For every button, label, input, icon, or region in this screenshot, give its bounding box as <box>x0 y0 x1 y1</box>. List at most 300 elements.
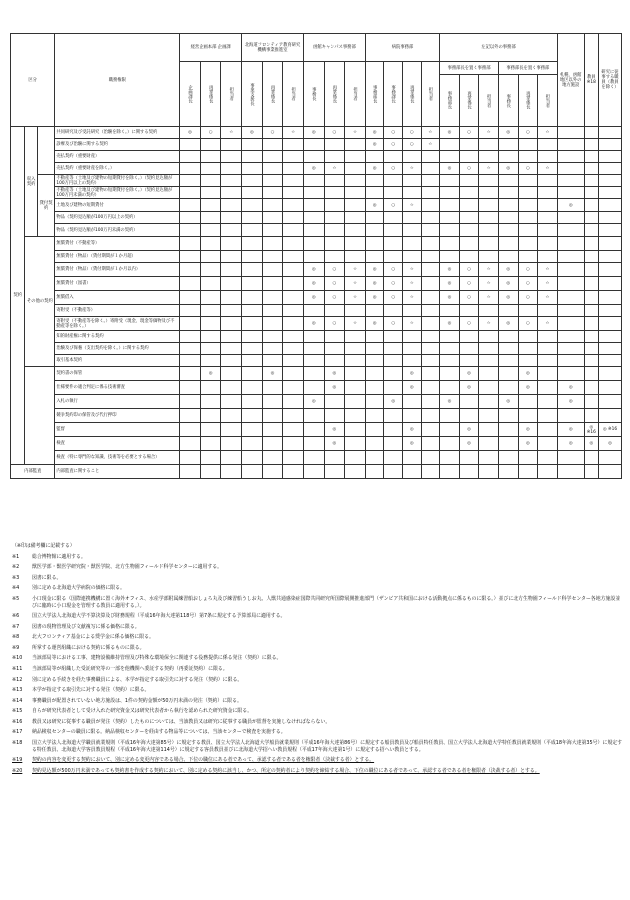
authority-mark <box>584 199 598 212</box>
authority-mark <box>479 199 499 212</box>
authority-mark: ☆ <box>402 199 421 212</box>
header-role: 担当者 <box>283 62 304 127</box>
note-item <box>10 729 622 736</box>
note-number: ※6 <box>12 613 20 620</box>
authority-mark <box>283 355 304 367</box>
authority-mark: ○ <box>518 277 538 291</box>
authority-mark <box>440 237 460 251</box>
authority-mark <box>242 409 263 423</box>
authority-mark <box>200 343 221 355</box>
authority-mark <box>365 305 384 317</box>
authority-mark <box>221 331 242 343</box>
authority-mark <box>221 263 242 277</box>
authority-mark <box>345 212 366 224</box>
authority-mark <box>518 224 538 237</box>
authority-mark <box>584 331 598 343</box>
authority-mark <box>584 139 598 151</box>
authority-mark <box>283 139 304 151</box>
row-label: 物品（契約見込額が100万円未満の契約） <box>55 224 180 237</box>
authority-mark <box>200 277 221 291</box>
authority-mark: ◎ <box>584 437 598 451</box>
authority-mark: ○ <box>384 291 403 305</box>
authority-mark <box>538 381 558 395</box>
authority-mark <box>324 237 345 251</box>
authority-mark <box>200 409 221 423</box>
authority-mark <box>180 367 201 381</box>
authority-mark <box>402 237 421 251</box>
authority-mark <box>557 163 584 175</box>
authority-mark: ○ <box>324 127 345 139</box>
authority-mark: ○ <box>384 263 403 277</box>
authority-mark: ☆ <box>479 263 499 277</box>
authority-mark <box>262 381 283 395</box>
authority-mark <box>498 331 518 343</box>
authority-mark <box>584 212 598 224</box>
authority-mark <box>303 423 324 437</box>
authority-mark: ☆ <box>538 317 558 331</box>
authority-mark <box>538 355 558 367</box>
authority-mark <box>303 224 324 237</box>
authority-mark <box>221 224 242 237</box>
authority-mark <box>283 251 304 263</box>
authority-mark <box>584 251 598 263</box>
table-row <box>11 139 622 151</box>
authority-mark <box>283 263 304 277</box>
authority-mark <box>421 423 440 437</box>
authority-mark <box>459 465 479 479</box>
notes-section <box>10 543 622 778</box>
authority-mark <box>498 343 518 355</box>
authority-mark <box>221 163 242 175</box>
header-role: 事務長 <box>303 62 324 127</box>
authority-mark <box>459 409 479 423</box>
note-text: 契約見込額が500万円未満であっても契約書を作成する契約において、別に定める契約に該当し、かつ、所定の契約者により契約を締結する場合、下位の職位にある者であって、承認する者である者を権限者（決裁する者）とする。 <box>32 767 540 774</box>
authority-mark <box>599 199 622 212</box>
authority-mark <box>365 451 384 465</box>
authority-mark <box>303 451 324 465</box>
authority-mark <box>538 465 558 479</box>
table-row <box>11 127 622 139</box>
authority-mark <box>459 139 479 151</box>
authority-mark <box>242 305 263 317</box>
authority-mark <box>584 317 598 331</box>
authority-mark <box>557 343 584 355</box>
row-label: 取引基本契約 <box>55 355 180 367</box>
authority-mark: ☆ <box>538 163 558 175</box>
table-row <box>11 251 622 263</box>
authority-mark <box>365 175 384 187</box>
authority-mark <box>345 367 366 381</box>
authority-mark <box>221 277 242 291</box>
header-group: 経営企画本部 企画課 <box>180 34 242 62</box>
authority-mark <box>345 187 366 199</box>
authority-mark <box>303 465 324 479</box>
authority-mark <box>459 187 479 199</box>
authority-mark <box>421 437 440 451</box>
authority-mark <box>498 451 518 465</box>
row-label: 仕様要件の適合判定に係る技術審査 <box>55 381 180 395</box>
authority-mark: ○ <box>324 263 345 277</box>
authority-mark <box>303 343 324 355</box>
authority-mark: ○ <box>384 317 403 331</box>
authority-mark: ◎ <box>459 423 479 437</box>
authority-mark <box>180 139 201 151</box>
authority-mark <box>557 237 584 251</box>
authority-mark <box>440 187 460 199</box>
authority-mark <box>421 224 440 237</box>
table-row <box>11 355 622 367</box>
header-role: 再掌係長 <box>518 75 538 127</box>
authority-mark <box>365 423 384 437</box>
authority-mark: ◎ <box>324 437 345 451</box>
authority-mark <box>221 465 242 479</box>
authority-mark <box>599 263 622 277</box>
header-kubun: 区分 <box>11 34 55 127</box>
authority-mark <box>200 251 221 263</box>
note-number: ※19 <box>12 757 23 764</box>
authority-mark <box>384 212 403 224</box>
authority-mark: ○ <box>384 163 403 175</box>
authority-mark <box>440 355 460 367</box>
authority-mark <box>421 395 440 409</box>
note-number: ※14 <box>12 697 23 704</box>
authority-mark: ☆ <box>345 291 366 305</box>
authority-mark <box>283 291 304 305</box>
authority-table <box>10 33 622 479</box>
authority-mark <box>498 151 518 163</box>
header-group: 病院事務部 <box>365 34 439 62</box>
authority-mark: ☆ <box>283 127 304 139</box>
authority-mark <box>402 187 421 199</box>
authority-mark <box>479 437 499 451</box>
authority-mark <box>599 212 622 224</box>
authority-mark: ◎ <box>599 437 622 451</box>
authority-mark <box>421 277 440 291</box>
authority-mark <box>402 465 421 479</box>
note-item <box>10 634 622 641</box>
authority-mark <box>518 187 538 199</box>
authority-mark <box>242 451 263 465</box>
authority-mark <box>518 175 538 187</box>
authority-mark: ◎ <box>200 367 221 381</box>
authority-mark <box>498 437 518 451</box>
authority-mark <box>242 355 263 367</box>
note-number: ※7 <box>12 623 20 630</box>
authority-mark <box>262 187 283 199</box>
authority-mark <box>221 175 242 187</box>
authority-mark <box>421 163 440 175</box>
authority-mark: ○ <box>459 317 479 331</box>
authority-mark <box>459 212 479 224</box>
authority-mark <box>479 251 499 263</box>
authority-mark <box>584 291 598 305</box>
table-row <box>11 199 622 212</box>
authority-mark <box>538 151 558 163</box>
authority-mark: ○ <box>459 277 479 291</box>
header-group: 函館キャンパス事務部 <box>303 34 365 62</box>
authority-mark <box>283 465 304 479</box>
authority-mark <box>479 355 499 367</box>
authority-mark: ☆ <box>421 127 440 139</box>
authority-mark <box>421 367 440 381</box>
header-group: 左記以外の事務部 <box>440 34 558 62</box>
authority-mark <box>557 175 584 187</box>
header-role: 担当者 <box>538 75 558 127</box>
authority-mark <box>584 395 598 409</box>
authority-mark <box>384 451 403 465</box>
authority-mark <box>584 224 598 237</box>
authority-mark <box>242 199 263 212</box>
notes-heading: （※印は備考欄に記載する） <box>12 543 75 549</box>
authority-mark <box>584 187 598 199</box>
blank-cell <box>25 367 55 465</box>
authority-mark: ◎ <box>440 317 460 331</box>
authority-mark <box>365 237 384 251</box>
authority-mark <box>303 151 324 163</box>
authority-mark <box>242 139 263 151</box>
authority-mark <box>180 251 201 263</box>
table-row <box>11 395 622 409</box>
authority-mark: ◎ <box>402 367 421 381</box>
authority-mark: ◎ <box>242 127 263 139</box>
authority-mark: ☆ <box>402 263 421 277</box>
authority-mark <box>557 127 584 139</box>
authority-mark <box>384 224 403 237</box>
note-item <box>10 585 622 592</box>
authority-mark: ◎ <box>303 395 324 409</box>
row-label: 物品（契約見込額が100万円以上の契約） <box>55 212 180 224</box>
table-row <box>11 343 622 355</box>
authority-mark: ◎ <box>459 367 479 381</box>
authority-mark <box>221 381 242 395</box>
authority-mark <box>200 305 221 317</box>
authority-mark <box>498 409 518 423</box>
authority-mark <box>384 331 403 343</box>
authority-mark <box>303 187 324 199</box>
authority-mark <box>557 224 584 237</box>
authority-mark <box>283 163 304 175</box>
row-label: 知的財産権に関する契約 <box>55 331 180 343</box>
authority-mark <box>262 163 283 175</box>
authority-mark <box>584 451 598 465</box>
authority-mark <box>303 212 324 224</box>
note-number: ※4 <box>12 585 20 592</box>
header-group: 研究に従事する職員（教員を除く） <box>599 34 622 127</box>
authority-mark <box>221 317 242 331</box>
authority-mark <box>324 187 345 199</box>
authority-mark <box>262 317 283 331</box>
authority-mark <box>584 381 598 395</box>
authority-mark: ○ <box>324 291 345 305</box>
authority-mark <box>421 151 440 163</box>
authority-mark <box>242 331 263 343</box>
note-number: ※13 <box>12 687 23 694</box>
authority-mark <box>303 381 324 395</box>
authority-mark <box>180 355 201 367</box>
row-label: 不動産等（土地及び建物の短期貸付を除く。）（契約見込額が100万円以上の契約） <box>55 175 180 187</box>
row-label: 寄附受（不動産等） <box>55 305 180 317</box>
authority-mark: ◎ <box>557 423 584 437</box>
authority-mark <box>440 409 460 423</box>
authority-mark <box>345 175 366 187</box>
authority-mark <box>242 277 263 291</box>
authority-mark: ◎ <box>303 127 324 139</box>
authority-mark <box>557 139 584 151</box>
authority-mark <box>283 237 304 251</box>
note-number: ※1 <box>12 553 20 560</box>
section-label-taiyo: 貸付契約 <box>37 175 55 237</box>
authority-mark <box>479 409 499 423</box>
authority-mark <box>557 187 584 199</box>
authority-mark <box>262 151 283 163</box>
authority-mark <box>584 163 598 175</box>
authority-mark <box>440 175 460 187</box>
note-number: ※12 <box>12 676 23 683</box>
header-subgroup: 事務部長を置く事務部 <box>440 62 499 75</box>
authority-mark <box>479 212 499 224</box>
authority-mark <box>365 343 384 355</box>
section-label-naibu: 内部監査 <box>11 465 55 479</box>
authority-mark <box>538 343 558 355</box>
authority-mark <box>421 263 440 277</box>
section-label-keiyaku: 契約 <box>11 127 25 465</box>
authority-mark: ◎ <box>303 277 324 291</box>
authority-mark <box>384 251 403 263</box>
authority-mark <box>538 331 558 343</box>
authority-mark <box>402 451 421 465</box>
authority-mark <box>557 451 584 465</box>
authority-mark <box>303 251 324 263</box>
authority-mark <box>200 465 221 479</box>
authority-mark: ○ <box>384 127 403 139</box>
table-row <box>11 163 622 175</box>
authority-mark <box>262 212 283 224</box>
authority-mark <box>459 237 479 251</box>
authority-mark: ○ <box>384 199 403 212</box>
authority-mark <box>303 367 324 381</box>
authority-mark: ☆ <box>538 291 558 305</box>
authority-mark <box>345 139 366 151</box>
authority-mark <box>262 277 283 291</box>
authority-mark <box>283 367 304 381</box>
authority-mark <box>479 367 499 381</box>
authority-mark <box>283 423 304 437</box>
authority-mark <box>538 199 558 212</box>
authority-mark <box>365 224 384 237</box>
authority-mark <box>479 395 499 409</box>
authority-mark <box>557 331 584 343</box>
authority-mark <box>479 331 499 343</box>
authority-mark <box>221 212 242 224</box>
authority-mark: ○ <box>518 317 538 331</box>
authority-mark <box>345 355 366 367</box>
authority-mark <box>599 451 622 465</box>
authority-mark <box>180 331 201 343</box>
authority-mark <box>200 331 221 343</box>
row-label: 契約書の保管 <box>55 367 180 381</box>
authority-mark <box>459 151 479 163</box>
authority-mark <box>479 423 499 437</box>
authority-mark <box>303 437 324 451</box>
authority-mark: ○ <box>402 139 421 151</box>
authority-mark: ○ <box>459 263 479 277</box>
authority-mark <box>180 343 201 355</box>
authority-mark <box>262 224 283 237</box>
authority-mark <box>599 277 622 291</box>
authority-mark <box>324 395 345 409</box>
row-label: 無償借入 <box>55 291 180 305</box>
note-number: ※10 <box>12 655 23 662</box>
table-row <box>11 224 622 237</box>
authority-mark <box>324 465 345 479</box>
note-text: 別に定める北海道大学病院の価格に限る。 <box>32 585 125 592</box>
authority-mark: ◎ <box>498 317 518 331</box>
authority-mark <box>498 237 518 251</box>
authority-mark <box>599 465 622 479</box>
authority-mark <box>221 367 242 381</box>
authority-mark <box>518 343 538 355</box>
authority-mark <box>242 237 263 251</box>
authority-mark <box>283 175 304 187</box>
authority-mark <box>324 139 345 151</box>
authority-mark <box>180 199 201 212</box>
authority-mark <box>440 381 460 395</box>
note-number: ※15 <box>12 708 23 715</box>
authority-mark <box>384 151 403 163</box>
note-item <box>10 613 622 620</box>
authority-mark <box>303 199 324 212</box>
authority-mark <box>221 237 242 251</box>
row-label: 無償貸付（物品）（貸付期間が１か月以内） <box>55 263 180 277</box>
authority-mark <box>242 367 263 381</box>
note-text: 事務職員が配置されていない地方施設は、1件の契約金額が50万円未満の発注（契約）に限る。 <box>32 697 242 704</box>
header-role: 事業支援長 <box>242 62 263 127</box>
authority-mark <box>365 355 384 367</box>
header-role: 再掌係長 <box>262 62 283 127</box>
authority-mark <box>421 451 440 465</box>
authority-mark <box>324 251 345 263</box>
authority-mark <box>283 331 304 343</box>
authority-mark <box>324 175 345 187</box>
authority-mark <box>262 237 283 251</box>
authority-mark <box>262 409 283 423</box>
authority-mark <box>324 343 345 355</box>
authority-mark <box>180 224 201 237</box>
note-item <box>10 564 622 571</box>
table-row <box>11 381 622 395</box>
note-number: ※5 <box>12 595 20 602</box>
authority-mark: ☆ <box>538 277 558 291</box>
authority-mark: ◎ <box>557 395 584 409</box>
note-text: 別に定める手続きを経た事務職員による、本学が指定する取引先に対する発注（契約）に限る。 <box>32 676 243 683</box>
table-row <box>11 451 622 465</box>
authority-mark <box>180 465 201 479</box>
authority-mark <box>402 409 421 423</box>
authority-mark <box>584 151 598 163</box>
table-row <box>11 212 622 224</box>
authority-mark <box>518 237 538 251</box>
note-number: ※17 <box>12 729 23 736</box>
authority-mark <box>242 263 263 277</box>
authority-mark <box>180 451 201 465</box>
authority-mark <box>557 277 584 291</box>
authority-mark: ◎ <box>557 381 584 395</box>
authority-mark: ◎ <box>180 127 201 139</box>
authority-mark <box>538 212 558 224</box>
authority-mark: ◎ <box>365 291 384 305</box>
authority-mark <box>440 151 460 163</box>
authority-mark <box>599 381 622 395</box>
